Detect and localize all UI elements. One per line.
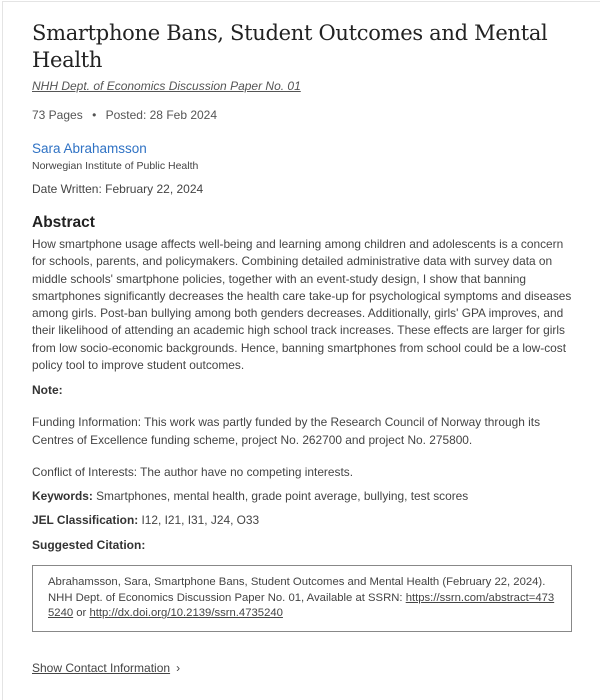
ssrn-link[interactable]: https://ssrn.com/abstract=4735240 bbox=[48, 591, 555, 620]
citation-or: or bbox=[73, 607, 90, 620]
keywords-value: Smartphones, mental health, grade point average, bullying, test scores bbox=[96, 489, 469, 504]
jel-classification bbox=[32, 512, 572, 528]
abstract-heading: Abstract bbox=[32, 214, 95, 231]
jel-label: JEL Classification: bbox=[32, 513, 139, 528]
suggested-citation-label: Suggested Citation: bbox=[32, 538, 146, 553]
keywords bbox=[32, 488, 572, 504]
funding-info: Funding Information: This work was partly funded by the Research Council of Norway through its Centres of Excellence funding scheme, project No. 262700 and project No. 275800. bbox=[32, 415, 541, 447]
show-contact-info-link[interactable]: Show Contact Information bbox=[32, 660, 171, 675]
note-label: Note: bbox=[32, 383, 63, 398]
journal-link[interactable]: NHH Dept. of Economics Discussion Paper No. 01 bbox=[32, 79, 301, 93]
date-written: Date Written: February 22, 2024 bbox=[32, 182, 204, 196]
citation-text: Abrahamsson, Sara, Smartphone Bans, Student Outcomes and Mental Health (February 22, 2024). NHH Dept. of Economics Discussion Paper No. 01, Available at SSRN: bbox=[48, 576, 546, 604]
abstract-text: How smartphone usage affects well-being and learning among children and adolescents is a concern for schools, parents, and policymakers. Combining detailed administrative data with survey data on middle schools' smartphone policies, together with an event-study design, I show that banning smartphones significantly decreases the health care take-up for psychological symptoms and diseases among girls. Post-ban bullying among both genders decreases. Additionally, girls' GPA improves, and their likelihood of attending an academic high school track increases. These effects are larger for girls from low socio-economic backgrounds. Hence, banning smartphones from school could be a low-cost policy tool to improve student outcomes. bbox=[32, 237, 572, 373]
conflict-of-interests: Conflict of Interests: The author have no competing interests. bbox=[32, 465, 354, 480]
paper-title: Smartphone Bans, Student Outcomes and Mental Health bbox=[32, 21, 548, 72]
page-count: 73 Pages bbox=[32, 108, 83, 122]
keywords-label: Keywords: bbox=[32, 489, 93, 504]
author-affiliation: Norwegian Institute of Public Health bbox=[32, 160, 199, 172]
author-link[interactable]: Sara Abrahamsson bbox=[32, 141, 147, 156]
contact-row bbox=[32, 660, 572, 676]
jel-value: I12, I21, I31, J24, O33 bbox=[141, 513, 260, 528]
posted-date: Posted: 28 Feb 2024 bbox=[105, 108, 218, 122]
chevron-right-icon[interactable]: › bbox=[176, 660, 181, 675]
paper-meta bbox=[32, 107, 572, 123]
separator: • bbox=[92, 108, 97, 122]
citation-box bbox=[32, 565, 572, 632]
doi-link[interactable]: http://dx.doi.org/10.2139/ssrn.4735240 bbox=[89, 607, 283, 620]
